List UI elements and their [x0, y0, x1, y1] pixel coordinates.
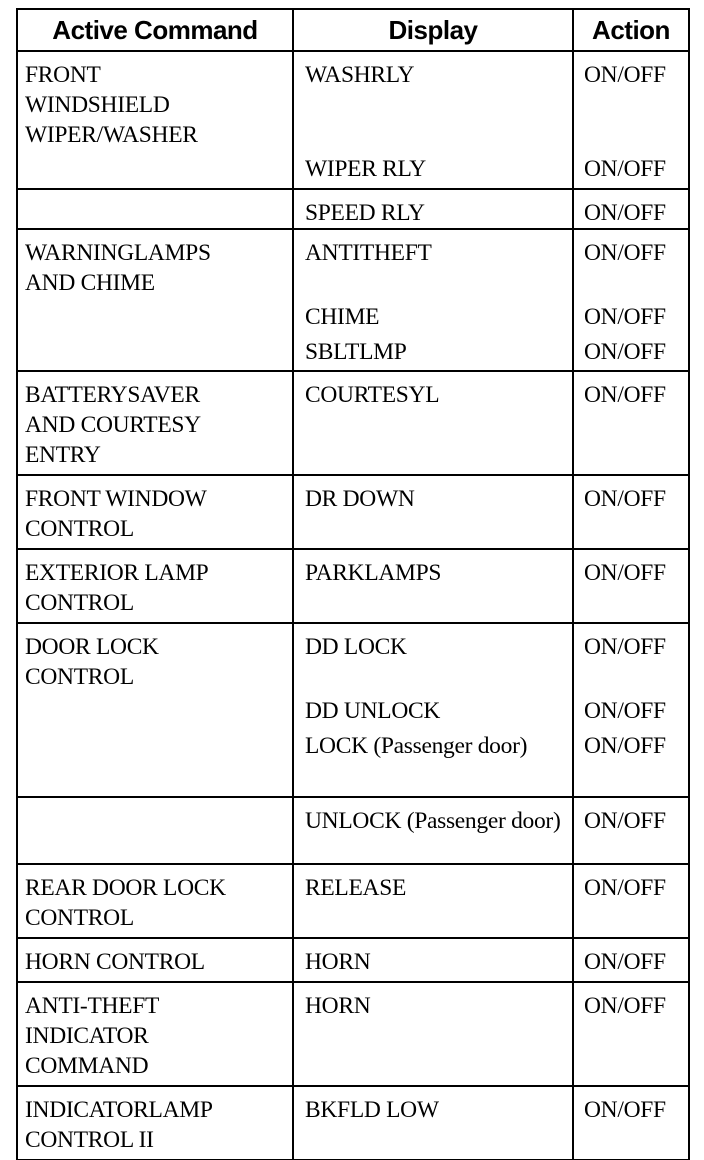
display-cell — [293, 623, 573, 797]
command-text: DOOR LOCK CONTROL — [25, 634, 159, 690]
display-text: PARKLAMPS — [305, 560, 442, 586]
command-text: ANTI-THEFT INDICATOR COMMAND — [25, 993, 160, 1079]
action-cell — [573, 189, 689, 229]
display-text: HORN — [305, 949, 371, 975]
display-cell — [293, 371, 573, 475]
command-text — [18, 798, 292, 810]
table-header-row — [17, 9, 689, 51]
action-cell — [573, 1086, 689, 1160]
action-cell — [573, 475, 689, 549]
table-row — [17, 623, 689, 797]
display-text: WIPER RLY — [305, 156, 426, 182]
action-text: ON/OFF — [584, 62, 666, 88]
display-text: LOCK (Passenger door) — [305, 733, 528, 759]
action-cell — [573, 229, 689, 371]
action-text: ON/OFF — [584, 486, 666, 512]
command-text: WARNINGLAMPS AND CHIME — [25, 240, 211, 296]
action-cell — [573, 797, 689, 864]
table-row — [17, 229, 689, 371]
action-cell — [573, 371, 689, 475]
command-cell — [17, 797, 293, 864]
display-cell — [293, 51, 573, 189]
command-cell — [17, 549, 293, 623]
action-text: ON/OFF — [584, 634, 666, 660]
display-text: UNLOCK (Passenger door) — [305, 808, 561, 834]
action-text: ON/OFF — [584, 200, 666, 226]
action-text: ON/OFF — [584, 1097, 666, 1123]
display-cell — [293, 189, 573, 229]
action-cell — [573, 51, 689, 189]
table-row — [17, 938, 689, 982]
action-text: ON/OFF — [584, 240, 666, 266]
action-text: ON/OFF — [584, 156, 666, 182]
table-row — [17, 475, 689, 549]
action-text: ON/OFF — [584, 949, 666, 975]
command-text: FRONT WINDOW CONTROL — [25, 486, 207, 542]
command-text — [18, 190, 292, 202]
display-cell — [293, 797, 573, 864]
action-text: ON/OFF — [584, 875, 666, 901]
command-text: INDICATORLAMP CONTROL II — [25, 1097, 213, 1153]
header-display: Display — [293, 9, 573, 51]
display-text: BKFLD LOW — [305, 1097, 439, 1123]
action-text: ON/OFF — [584, 382, 666, 408]
display-text: WASHRLY — [305, 62, 415, 88]
display-cell — [293, 864, 573, 938]
command-text: REAR DOOR LOCK CONTROL — [25, 875, 226, 931]
command-cell — [17, 982, 293, 1086]
action-text: ON/OFF — [584, 993, 666, 1019]
action-text: ON/OFF — [584, 304, 666, 330]
command-cell — [17, 1086, 293, 1160]
display-cell — [293, 475, 573, 549]
action-text: ON/OFF — [584, 808, 666, 834]
display-cell — [293, 549, 573, 623]
action-text: ON/OFF — [584, 560, 666, 586]
action-text: ON/OFF — [584, 733, 666, 759]
active-command-table — [16, 8, 690, 1160]
display-text: DD UNLOCK — [305, 698, 441, 724]
command-cell — [17, 51, 293, 189]
action-text: ON/OFF — [584, 339, 666, 365]
display-cell — [293, 938, 573, 982]
action-cell — [573, 549, 689, 623]
action-text: ON/OFF — [584, 698, 666, 724]
table-body — [17, 51, 689, 1160]
table-row — [17, 797, 689, 864]
display-text: DR DOWN — [305, 486, 415, 512]
command-cell — [17, 371, 293, 475]
table-row — [17, 1086, 689, 1160]
command-cell — [17, 864, 293, 938]
display-cell — [293, 982, 573, 1086]
table-row — [17, 189, 689, 229]
display-cell — [293, 1086, 573, 1160]
command-cell — [17, 475, 293, 549]
table-row — [17, 549, 689, 623]
command-cell — [17, 938, 293, 982]
command-text: FRONT WINDSHIELD WIPER/WASHER — [25, 62, 198, 148]
header-active-command: Active Command — [17, 9, 293, 51]
command-cell — [17, 229, 293, 371]
action-cell — [573, 938, 689, 982]
command-text: HORN CONTROL — [25, 949, 205, 975]
table-row — [17, 982, 689, 1086]
action-cell — [573, 864, 689, 938]
header-action: Action — [573, 9, 689, 51]
command-text: EXTERIOR LAMP CONTROL — [25, 560, 209, 616]
display-text: SBLTLMP — [305, 339, 407, 365]
command-cell — [17, 623, 293, 797]
display-text: COURTESYL — [305, 382, 440, 408]
display-text: CHIME — [305, 304, 380, 330]
action-cell — [573, 623, 689, 797]
display-cell — [293, 229, 573, 371]
table-row — [17, 371, 689, 475]
display-text: SPEED RLY — [305, 200, 425, 226]
action-cell — [573, 982, 689, 1086]
command-text: BATTERYSAVER AND COURTESY ENTRY — [25, 382, 201, 468]
command-cell — [17, 189, 293, 229]
display-text: HORN — [305, 993, 371, 1019]
display-text: RELEASE — [305, 875, 407, 901]
display-text: DD LOCK — [305, 634, 407, 660]
display-text: ANTITHEFT — [305, 240, 432, 266]
table-row — [17, 864, 689, 938]
table-row — [17, 51, 689, 189]
